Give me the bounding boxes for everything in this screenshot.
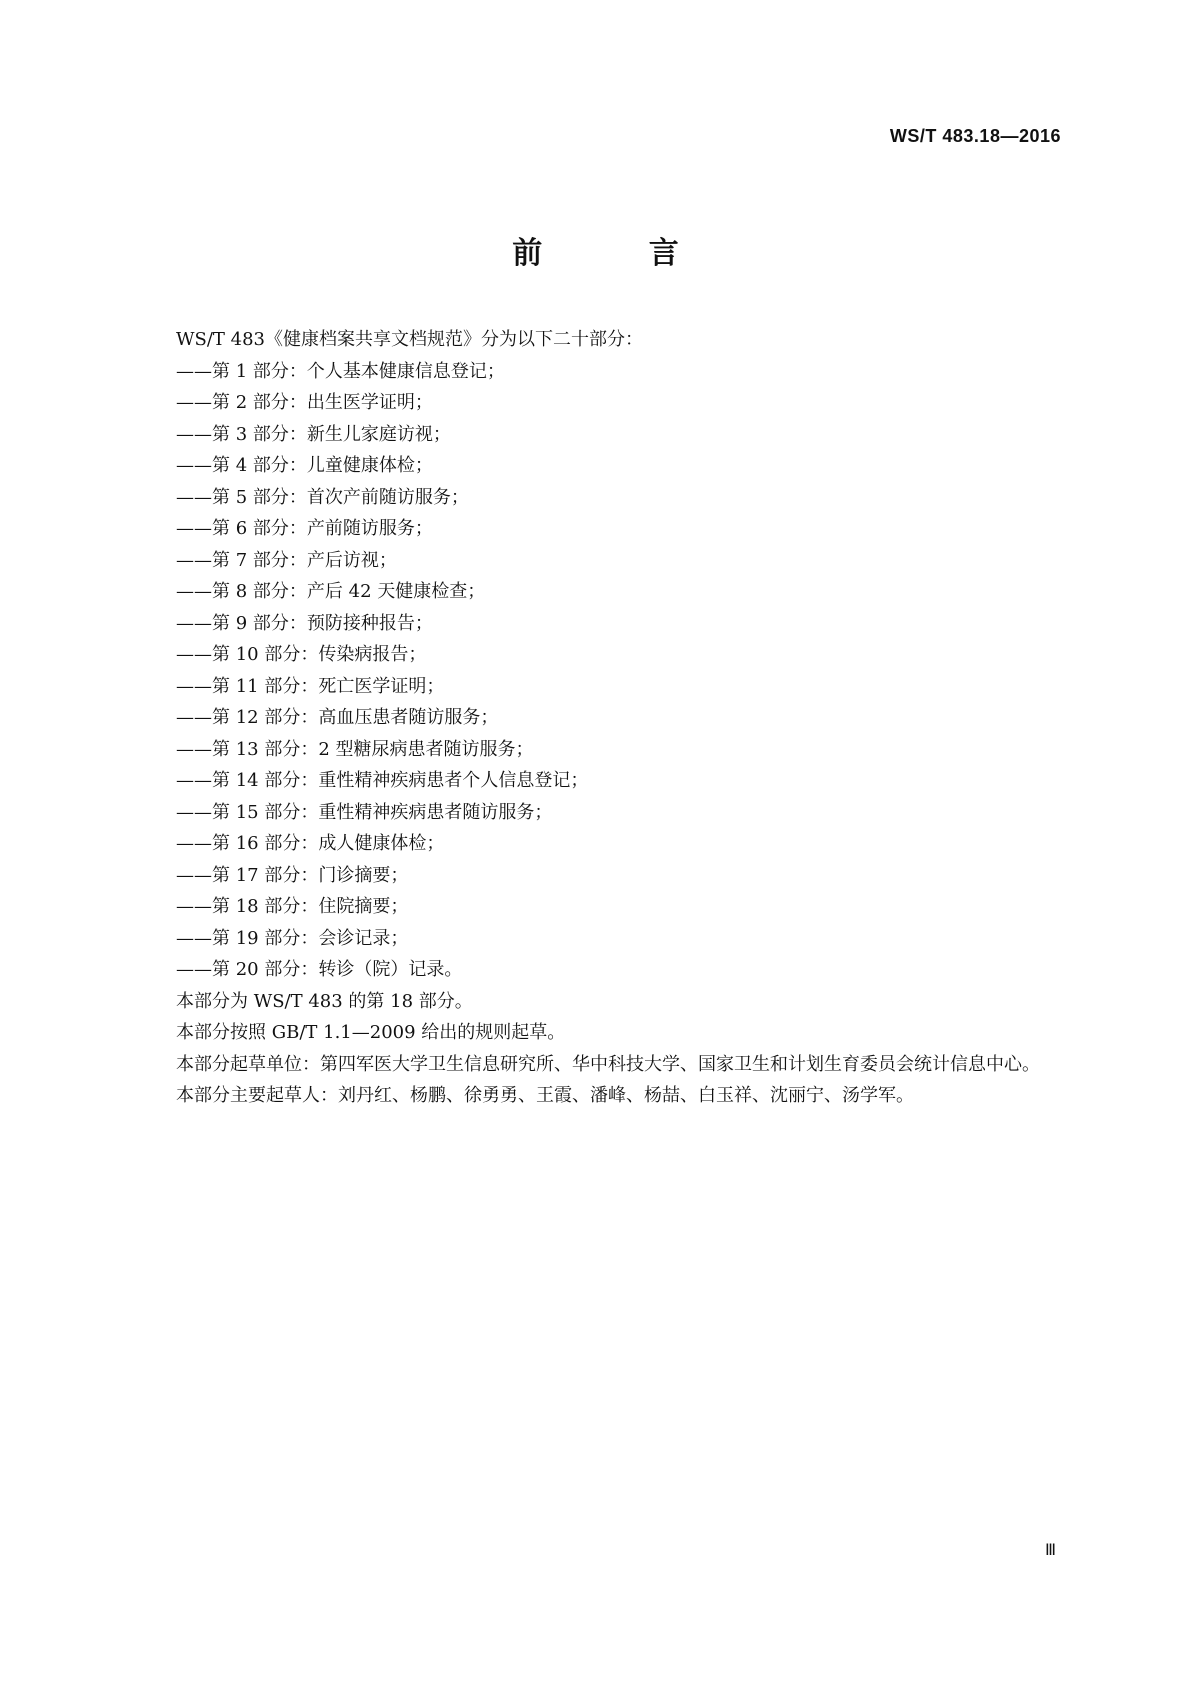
standard-code: WS/T 483.18—2016 xyxy=(889,126,1061,146)
part-item: ——第 20 部分：转诊（院）记录。 xyxy=(176,959,463,980)
part-item: ——第 3 部分：新生儿家庭访视； xyxy=(176,423,451,445)
statement-paragraph: 本部分按照 GB/T 1.1—2009 给出的规则起草。 xyxy=(176,1022,566,1043)
part-item: ——第 10 部分：传染病报告； xyxy=(176,644,427,665)
statement-paragraph: 本部分主要起草人：刘丹红、杨鹏、徐勇勇、王霞、潘峰、杨喆、白玉祥、沈丽宁、汤学军。 xyxy=(176,1085,914,1106)
part-item: ——第 15 部分：重性精神疾病患者随访服务； xyxy=(176,801,553,823)
part-item: ——第 7 部分：产后访视； xyxy=(176,549,397,571)
part-item: ——第 6 部分：产前随访服务； xyxy=(176,518,433,539)
statement-paragraph: 本部分为 WS/T 483 的第 18 部分。 xyxy=(176,990,473,1012)
part-item: ——第 8 部分：产后 42 天健康检查； xyxy=(176,581,486,602)
part-item: ——第 12 部分：高血压患者随访服务； xyxy=(176,707,499,728)
part-item: ——第 1 部分：个人基本健康信息登记； xyxy=(176,360,505,382)
part-item: ——第 17 部分：门诊摘要； xyxy=(176,864,409,886)
part-item: ——第 13 部分：2 型糖尿病患者随访服务； xyxy=(176,738,534,760)
part-item: ——第 4 部分：儿童健康体检； xyxy=(176,455,433,476)
part-item: ——第 2 部分：出生医学证明； xyxy=(176,392,433,413)
intro-paragraph: WS/T 483《健康档案共享文档规范》分为以下二十部分： xyxy=(176,329,643,350)
statement-paragraph: 本部分起草单位：第四军医大学卫生信息研究所、华中科技大学、国家卫生和计划生育委员会统计信息中心。 xyxy=(176,1053,1040,1075)
document-body xyxy=(130,324,1062,1112)
page-title: 前 言 xyxy=(512,236,727,271)
page-number: Ⅲ xyxy=(1044,1542,1056,1559)
part-item: ——第 19 部分：会诊记录； xyxy=(176,927,409,949)
statements xyxy=(130,986,1062,1112)
part-item: ——第 11 部分：死亡医学证明； xyxy=(176,675,445,697)
part-item: ——第 14 部分：重性精神疾病患者个人信息登记； xyxy=(176,770,589,791)
part-item: ——第 16 部分：成人健康体检； xyxy=(176,833,445,854)
parts-list xyxy=(130,356,1062,986)
part-item: ——第 9 部分：预防接种报告； xyxy=(176,612,433,634)
part-item: ——第 18 部分：住院摘要； xyxy=(176,896,409,917)
part-item: ——第 5 部分：首次产前随访服务； xyxy=(176,486,469,508)
